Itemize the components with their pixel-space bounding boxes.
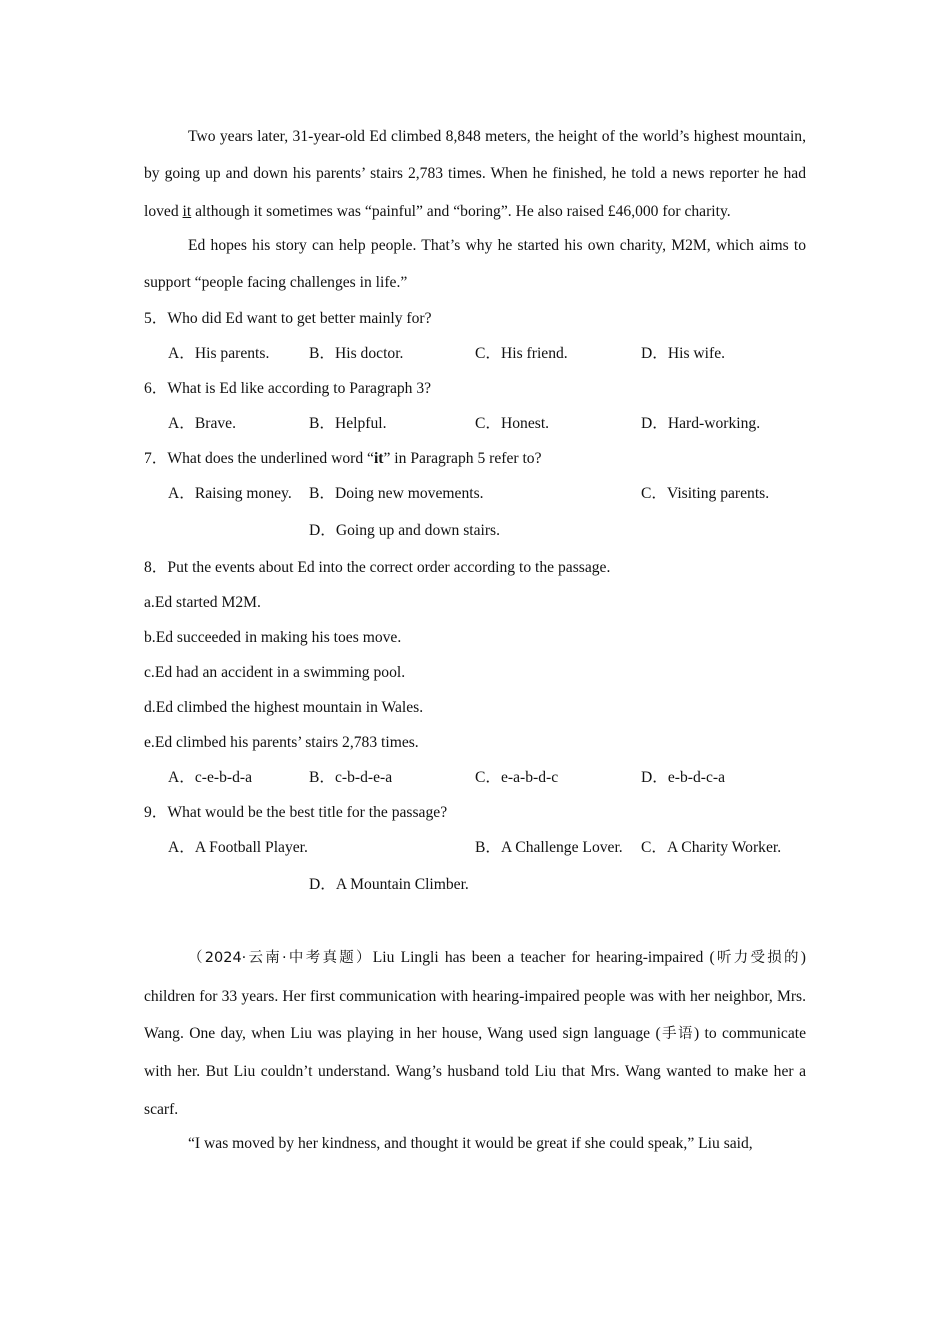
question-8-stem: 8．Put the events about Ed into the correct order according to the passage. bbox=[144, 559, 611, 577]
question-7-options-row2 bbox=[144, 513, 806, 550]
q9-option-b[interactable]: B．A Challenge Lover. bbox=[475, 839, 623, 857]
underlined-word-it: it bbox=[182, 202, 192, 220]
q8-option-c[interactable]: C．e-a-b-d-c bbox=[475, 769, 559, 787]
passage2-paragraph-2: “I was moved by her kindness, and thought it would be great if she could speak,” Liu said, bbox=[188, 1134, 753, 1152]
section-gap bbox=[144, 904, 806, 939]
q8-option-d[interactable]: D．e-b-d-c-a bbox=[641, 769, 725, 787]
passage2-p1-text-b: ) children for 33 years. Her first communication with hearing-impaired people was with her neighbor, Mrs. Wang. One day, when Liu was playing in her house, Wang used sign language ( bbox=[144, 949, 806, 1043]
q8-event-e: e.Ed climbed his parents’ stairs 2,783 times. bbox=[144, 734, 419, 752]
question-9-stem: 9．What would be the best title for the passage? bbox=[144, 804, 448, 822]
q9-option-d[interactable]: D．A Mountain Climber. bbox=[309, 876, 469, 894]
passage2-source-tag: （2024·云南·中考真题） bbox=[188, 950, 373, 967]
q7-option-c[interactable]: C．Visiting parents. bbox=[641, 485, 770, 503]
q5-option-b[interactable]: B．His doctor. bbox=[309, 345, 404, 363]
q7-stem-a: 7．What does the underlined word “ bbox=[144, 450, 374, 468]
passage1-p1-text-b: although it sometimes was “painful” and “boring”. He also raised £46,000 for charity. bbox=[191, 202, 731, 220]
passage2-p1-text-a: Liu Lingli has been a teacher for hearing-impaired ( bbox=[372, 949, 715, 967]
q8-option-b[interactable]: B．c-b-d-e-a bbox=[309, 769, 393, 787]
question-7-options-row1 bbox=[144, 476, 806, 513]
passage2-p1-text-c: ) to communicate with her. But Liu couldn’t understand. Wang’s husband told Liu that Mrs. Wang wanted to make her a scarf. bbox=[144, 1025, 806, 1118]
q5-option-c[interactable]: C．His friend. bbox=[475, 345, 568, 363]
passage1-paragraph-1 bbox=[144, 118, 806, 230]
question-6-stem: 6．What is Ed like according to Paragraph 3? bbox=[144, 380, 432, 398]
question-6-options bbox=[144, 406, 806, 441]
q8-option-a[interactable]: A．c-e-b-d-a bbox=[168, 769, 252, 787]
question-9-options-row1 bbox=[144, 830, 806, 867]
document-content bbox=[144, 118, 806, 1162]
q5-option-d[interactable]: D．His wife. bbox=[641, 345, 726, 363]
question-9-options-row2 bbox=[144, 867, 806, 904]
q7-stem-c: ” in Paragraph 5 refer to? bbox=[383, 450, 542, 468]
passage2-paragraph-1 bbox=[144, 939, 806, 1127]
q5-option-a[interactable]: A．His parents. bbox=[168, 345, 270, 363]
q7-stem-bold-word: it bbox=[373, 450, 384, 468]
q9-option-a[interactable]: A．A Football Player. bbox=[168, 839, 308, 857]
q8-event-d: d.Ed climbed the highest mountain in Wales. bbox=[144, 699, 424, 717]
q8-event-c: c.Ed had an accident in a swimming pool. bbox=[144, 664, 406, 682]
question-5-options bbox=[144, 336, 806, 371]
passage1-paragraph-2: Ed hopes his story can help people. That’s why he started his own charity, M2M, which aims to support “people facing challenges in life.” bbox=[144, 236, 806, 292]
q7-option-d[interactable]: D．Going up and down stairs. bbox=[309, 522, 501, 540]
passage2-gloss-1: 听力受损的 bbox=[714, 950, 801, 967]
passage1-p1-text-a: Two years later, 31-year-old Ed climbed 8,848 meters, the height of the world’s highest mountain, by going up and down his parents’ stairs 2,783 times. When he finished, he told a news reporter he had loved bbox=[144, 128, 806, 220]
q7-option-a[interactable]: A．Raising money. bbox=[168, 485, 292, 503]
q6-option-a[interactable]: A．Brave. bbox=[168, 415, 236, 433]
question-5-stem: 5．Who did Ed want to get better mainly for? bbox=[144, 310, 432, 328]
question-8-options bbox=[144, 760, 806, 795]
q6-option-b[interactable]: B．Helpful. bbox=[309, 415, 387, 433]
q9-option-c[interactable]: C．A Charity Worker. bbox=[641, 839, 782, 857]
q8-event-a: a.Ed started M2M. bbox=[144, 594, 261, 612]
question-7-stem bbox=[144, 441, 806, 476]
q7-option-b[interactable]: B．Doing new movements. bbox=[309, 485, 484, 503]
q8-event-b: b.Ed succeeded in making his toes move. bbox=[144, 629, 402, 647]
q6-option-d[interactable]: D．Hard-working. bbox=[641, 415, 761, 433]
q6-option-c[interactable]: C．Honest. bbox=[475, 415, 550, 433]
passage2-gloss-2: 手语 bbox=[660, 1026, 694, 1043]
